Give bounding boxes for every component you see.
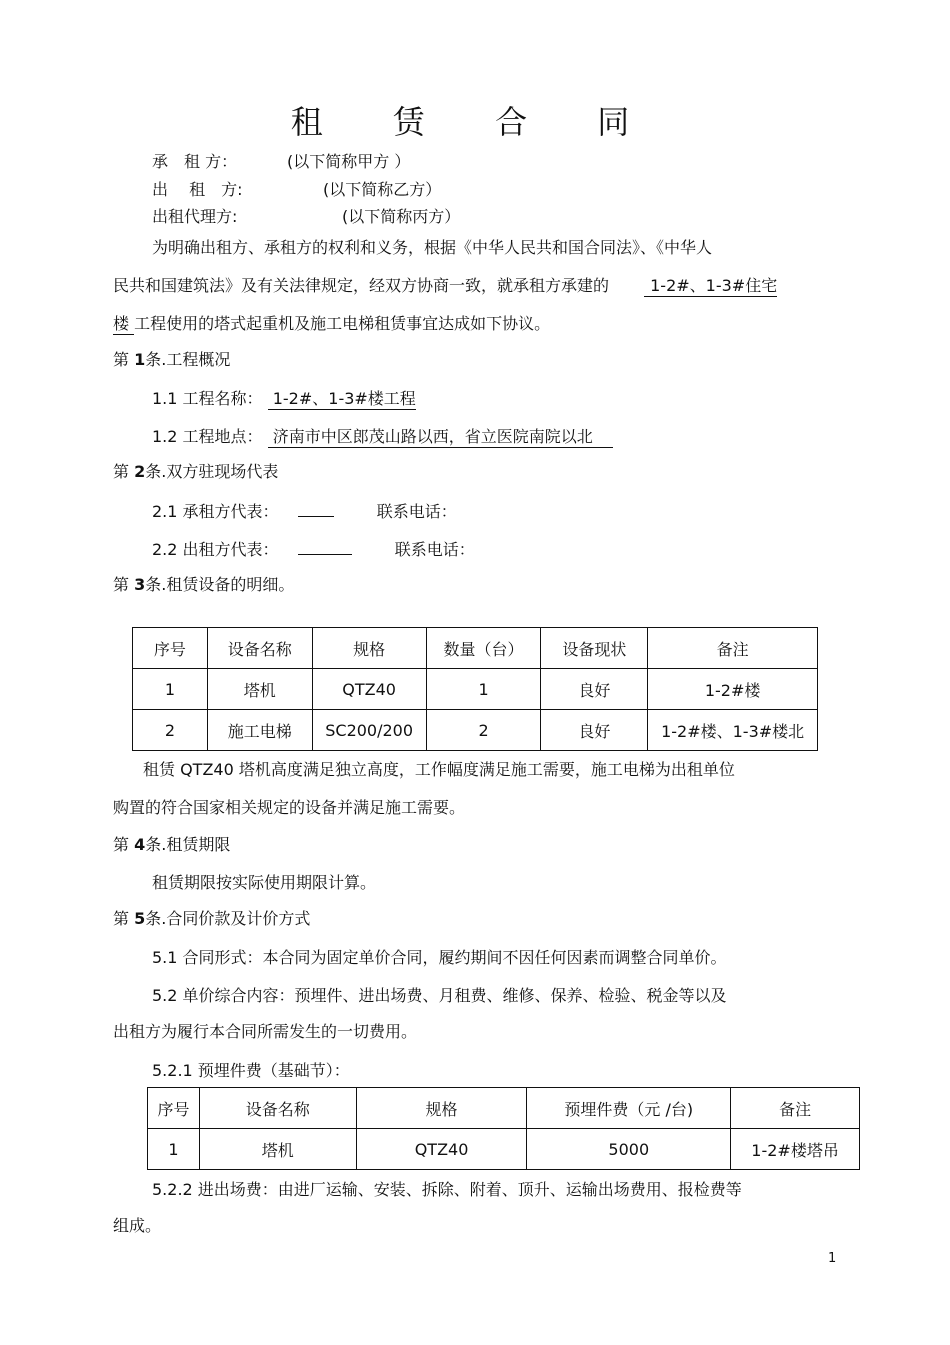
- equipment-note-2: 购置的符合国家相关规定的设备并满足施工需要。: [113, 798, 466, 817]
- lease-term-text: 租赁期限按实际使用期限计算。: [152, 873, 377, 892]
- article-4-title: 条.租赁期限: [145, 835, 231, 854]
- intro-line-2: [113, 276, 777, 296]
- embedded-parts-table: [147, 1087, 860, 1170]
- article-5-title: 条.合同价款及计价方式: [145, 909, 311, 928]
- table-cell: 1: [426, 669, 541, 710]
- article-3-prefix: 第: [113, 575, 130, 594]
- page-number: 1: [828, 1251, 837, 1266]
- table-header-cell: 备注: [648, 628, 818, 669]
- intro-line-3: [113, 314, 550, 334]
- clause-5-2-line-1: 5.2 单价综合内容：预埋件、进出场费、月租费、维修、保养、检验、税金等以及: [152, 986, 727, 1005]
- table-cell: QTZ40: [356, 1129, 527, 1170]
- agent-note: (以下简称丙方）: [342, 207, 461, 226]
- table-header-cell: 设备名称: [207, 628, 312, 669]
- lessor-note: (以下简称乙方）: [323, 180, 442, 199]
- article-4-number: 4: [134, 835, 146, 854]
- lessee-rep-label: 2.1 承租方代表：: [152, 502, 279, 521]
- table-row: [148, 1129, 860, 1170]
- lessee-note: (以下简称甲方 ）: [287, 152, 411, 171]
- article-2-prefix: 第: [113, 462, 130, 481]
- table-header-cell: 序号: [148, 1088, 200, 1129]
- clause-5-1: 5.1 合同形式：本合同为固定单价合同，履约期间不因任何因素而调整合同单价。: [152, 948, 727, 967]
- table-cell: 2: [426, 710, 541, 751]
- article-5-prefix: 第: [113, 909, 130, 928]
- table-header-cell: 设备现状: [541, 628, 648, 669]
- equipment-table-header: [133, 628, 818, 669]
- table-cell: 施工电梯: [207, 710, 312, 751]
- article-1-title: 条.工程概况: [145, 350, 231, 369]
- table-row: [133, 669, 818, 710]
- article-2-number: 2: [134, 462, 146, 481]
- document-title: 租 赁 合 同: [290, 103, 660, 141]
- clause-5-2-2-line-1: 5.2.2 进出场费：由进厂运输、安装、拆除、附着、顶升、运输出场费用、报检费等: [152, 1180, 742, 1199]
- article-5-heading: [113, 909, 310, 929]
- table-cell: 塔机: [207, 669, 312, 710]
- table-header-cell: 设备名称: [199, 1088, 356, 1129]
- table-cell: 1-2#楼、1-3#楼北: [648, 710, 818, 751]
- table-cell: 良好: [541, 669, 648, 710]
- article-4-heading: [113, 835, 230, 855]
- table-cell: 2: [133, 710, 208, 751]
- table-header-cell: 数量（台）: [426, 628, 541, 669]
- table-cell: 5000: [527, 1129, 731, 1170]
- embedded-parts-table-header: [148, 1088, 860, 1129]
- intro-line-2-text: 民共和国建筑法》及有关法律规定，经双方协商一致，就承租方承建的: [113, 276, 610, 295]
- project-location-label: 1.2 工程地点：: [152, 427, 263, 446]
- table-header-cell: 备注: [731, 1088, 860, 1129]
- table-header-cell: 预埋件费（元 /台): [527, 1088, 731, 1129]
- article-5-number: 5: [134, 909, 146, 928]
- table-header-cell: 规格: [356, 1088, 527, 1129]
- table-cell: 1-2#楼塔吊: [731, 1129, 860, 1170]
- table-cell: SC200/200: [312, 710, 426, 751]
- equipment-note-1: 租赁 QTZ40 塔机高度满足独立高度，工作幅度满足施工需要，施工电梯为出租单位: [143, 760, 735, 779]
- clause-5-2-2-line-2: 组成。: [113, 1216, 162, 1235]
- project-underline-2: 楼: [113, 314, 135, 333]
- table-header-cell: 规格: [312, 628, 426, 669]
- lessee-label: 承 租 方：: [152, 152, 238, 171]
- lessee-rep-blank: [298, 500, 334, 517]
- lessor-rep-row: [152, 538, 475, 560]
- table-row: [133, 710, 818, 751]
- article-4-prefix: 第: [113, 835, 130, 854]
- article-3-heading: [113, 575, 294, 595]
- lessee-phone-label: 联系电话：: [376, 502, 457, 521]
- article-3-title: 条.租赁设备的明细。: [145, 575, 295, 594]
- lessor-rep-label: 2.2 出租方代表：: [152, 540, 279, 559]
- article-3-number: 3: [134, 575, 146, 594]
- clause-5-2-1: 5.2.1 预埋件费（基础节）：: [152, 1061, 350, 1080]
- equipment-table: [132, 627, 818, 751]
- lessor-rep-blank: [298, 538, 352, 555]
- table-cell: 1: [133, 669, 208, 710]
- article-1-prefix: 第: [113, 350, 130, 369]
- intro-line-3-text: 工程使用的塔式起重机及施工电梯租赁事宜达成如下协议。: [134, 314, 551, 333]
- article-1-heading: [113, 350, 230, 370]
- agent-label: 出租代理方:: [152, 207, 238, 226]
- article-1-number: 1: [134, 350, 146, 369]
- project-name-row: [152, 389, 416, 409]
- project-underline-1: 1-2#、1-3#住宅: [644, 276, 777, 297]
- project-name-label: 1.1 工程名称：: [152, 389, 263, 408]
- article-2-heading: [113, 462, 278, 482]
- lessor-phone-label: 联系电话：: [394, 540, 475, 559]
- lessee-rep-row: [152, 500, 457, 522]
- lessor-label: 出 租 方:: [152, 180, 243, 199]
- table-header-cell: 序号: [133, 628, 208, 669]
- clause-5-2-line-2: 出租方为履行本合同所需发生的一切费用。: [113, 1022, 418, 1041]
- article-2-title: 条.双方驻现场代表: [145, 462, 279, 481]
- table-cell: 良好: [541, 710, 648, 751]
- table-cell: 塔机: [199, 1129, 356, 1170]
- project-name-value: 1-2#、1-3#楼工程: [267, 389, 416, 408]
- table-cell: QTZ40: [312, 669, 426, 710]
- intro-line-1: 为明确出租方、承租方的权利和义务，根据《中华人民共和国合同法》、《中华人: [152, 238, 713, 257]
- table-cell: 1: [148, 1129, 200, 1170]
- project-location-row: [152, 427, 613, 447]
- project-location-value: 济南市中区郎茂山路以西，省立医院南院以北: [267, 427, 614, 446]
- table-cell: 1-2#楼: [648, 669, 818, 710]
